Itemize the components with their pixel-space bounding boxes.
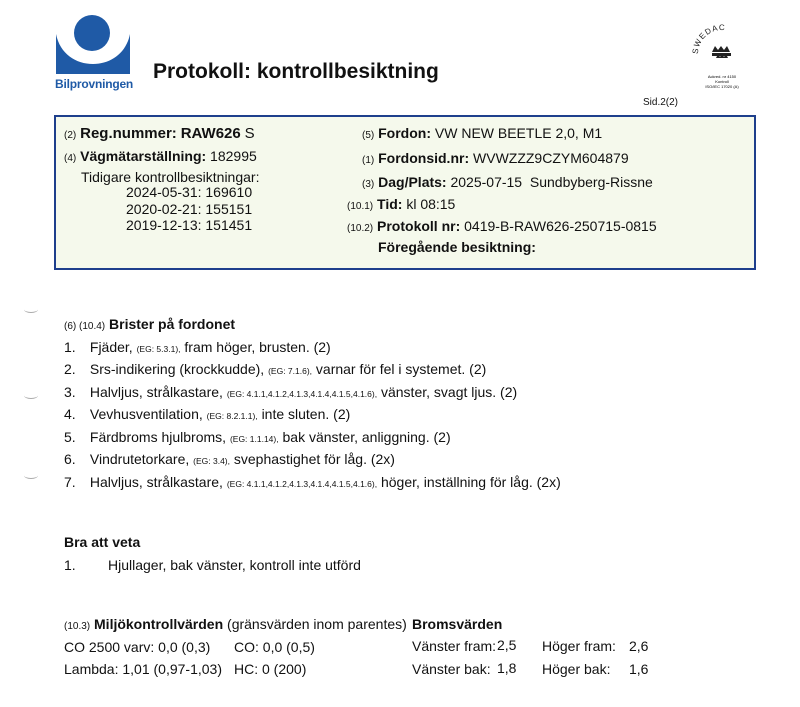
brister-title: Brister på fordonet — [109, 316, 236, 332]
reg-row — [64, 125, 255, 142]
foregaende-label: Föregående besiktning: — [378, 239, 536, 255]
miljo-heading — [64, 616, 407, 632]
miljo-num: (10.3) — [64, 621, 91, 632]
fordonsid-row — [362, 150, 629, 166]
brist-detail: vänster, svagt ljus. (2) — [380, 384, 518, 400]
brist-code: (EG: 4.1.1,4.1.2,4.1.3,4.1.4,4.1.5,4.1.6), — [226, 389, 378, 399]
dag-row — [362, 174, 653, 190]
brist-number: 4. — [64, 406, 76, 422]
fordonsid-value: WVWZZZ9CZYM604879 — [473, 150, 629, 166]
broms-vb-label: Vänster bak: — [412, 661, 491, 677]
bra-title: Bra att veta — [64, 534, 141, 550]
broms-hb-label: Höger bak: — [542, 661, 611, 677]
previous-title: Tidigare kontrollbesiktningar: — [81, 169, 260, 185]
tid-row — [347, 196, 455, 212]
miljo-subtitle: (gränsvärden inom parentes) — [227, 616, 407, 632]
broms-hf-value: 2,6 — [629, 638, 649, 654]
swedac-line-2: Kontroll — [715, 79, 729, 84]
protokoll-value: 0419-B-RAW626-250715-0815 — [464, 218, 657, 234]
broms-title: Bromsvärden — [412, 616, 503, 632]
brist-text: Halvljus, strålkastare, — [89, 384, 223, 400]
brist-code: (EG: 3.4), — [193, 456, 230, 466]
brist-text: Vindrutetorkare, — [89, 451, 190, 467]
broms-vb-value: 1,8 — [497, 660, 517, 676]
broms-hb-value: 1,6 — [629, 661, 649, 677]
brist-code: (EG: 5.3.1), — [136, 344, 181, 354]
brister-num: (6) (10.4) — [64, 321, 106, 332]
previous-3: 2019-12-13: 151451 — [126, 217, 253, 233]
brist-text: Fjäder, — [89, 339, 133, 355]
protokoll-num: (10.2) — [347, 223, 374, 234]
fordon-label: Fordon: — [378, 125, 431, 141]
fordon-value: VW NEW BEETLE 2,0, M1 — [434, 125, 603, 141]
logo-arc-icon — [56, 34, 130, 74]
brist-code: (EG: 1.1.14), — [229, 434, 279, 444]
brist-row — [64, 451, 395, 467]
brist-detail: varnar för fel i systemet. (2) — [315, 361, 487, 377]
swedac-line-1: Ackred. nr 4150 — [707, 74, 737, 79]
page-title: Protokoll: kontrollbesiktning — [153, 60, 439, 83]
page-number: Sid.2(2) — [643, 97, 679, 108]
brist-detail: fram höger, brusten. (2) — [184, 339, 331, 355]
miljo-co2500: CO 2500 varv: 0,0 (0,3) — [64, 639, 211, 655]
protokoll-label: Protokoll nr: — [377, 218, 461, 234]
broms-vf-label: Vänster fram: — [412, 638, 497, 654]
previous-1: 2024-05-31: 169610 — [126, 184, 253, 200]
brist-detail: inte sluten. (2) — [261, 406, 351, 422]
scan-mark — [24, 392, 38, 399]
scan-mark — [24, 306, 38, 313]
fordon-row — [362, 125, 602, 141]
miljo-hc: HC: 0 (200) — [234, 661, 307, 677]
brist-row — [64, 339, 331, 355]
reg-label: Reg.nummer: — [80, 125, 177, 142]
brist-code: (EG: 7.1.6), — [268, 366, 313, 376]
odo-row — [64, 148, 257, 164]
tid-num: (10.1) — [347, 201, 374, 212]
fordon-num: (5) — [362, 130, 375, 141]
fordonsid-label: Fordonsid.nr: — [378, 150, 470, 166]
protokoll-row — [347, 218, 657, 234]
odo-label: Vägmätarställning: — [80, 148, 207, 164]
bra-item-text: Hjullager, bak vänster, kontroll inte utförd — [108, 557, 361, 573]
brist-text: Srs-indikering (krockkudde), — [89, 361, 265, 377]
brist-number: 5. — [64, 429, 76, 445]
previous-2: 2020-02-21: 155151 — [126, 201, 253, 217]
dag-value: 2025-07-15 Sundbyberg-Rissne — [450, 174, 653, 190]
brist-row — [64, 384, 517, 400]
brist-row — [64, 406, 350, 422]
miljo-co: CO: 0,0 (0,5) — [234, 639, 315, 655]
broms-hf-label: Höger fram: — [542, 638, 616, 654]
swedac-line-3: ISO/IEC 17020 (A) — [705, 84, 739, 89]
scan-mark — [24, 472, 38, 479]
brist-number: 6. — [64, 451, 76, 467]
bra-item-number: 1. — [64, 557, 76, 573]
tid-label: Tid: — [377, 196, 403, 212]
brist-row — [64, 429, 451, 445]
brist-number: 2. — [64, 361, 76, 377]
brist-number: 3. — [64, 384, 76, 400]
brist-text: Halvljus, strålkastare, — [89, 474, 223, 490]
brist-row — [64, 361, 486, 377]
brist-number: 7. — [64, 474, 76, 490]
reg-value: RAW626 — [180, 125, 241, 142]
brist-text: Färdbroms hjulbroms, — [89, 429, 227, 445]
logo-text: Bilprovningen — [55, 77, 134, 91]
odo-num: (4) — [64, 153, 77, 164]
brist-text: Vevhusventilation, — [89, 406, 203, 422]
miljo-lambda: Lambda: 1,01 (0,97-1,03) — [64, 661, 222, 677]
miljo-title: Miljökontrollvärden — [94, 616, 224, 632]
brister-heading — [64, 316, 235, 332]
brist-detail: höger, inställning för låg. (2x) — [380, 474, 561, 490]
swedac-seal-icon — [690, 16, 754, 98]
svg-text:SWEDAC: SWEDAC — [690, 22, 726, 55]
broms-vf-value: 2,5 — [497, 637, 517, 653]
reg-suffix: S — [244, 125, 255, 142]
brist-detail: svephastighet för låg. (2x) — [233, 451, 395, 467]
tid-value: kl 08:15 — [406, 196, 456, 212]
dag-num: (3) — [362, 179, 375, 190]
brist-code: (EG: 4.1.1,4.1.2,4.1.3,4.1.4,4.1.5,4.1.6), — [226, 479, 378, 489]
fordonsid-num: (1) — [362, 155, 375, 166]
odo-value: 182995 — [210, 148, 257, 164]
reg-num: (2) — [64, 130, 77, 141]
brist-row — [64, 474, 561, 490]
brist-number: 1. — [64, 339, 76, 355]
brist-code: (EG: 8.2.1.1), — [206, 411, 258, 421]
brist-detail: bak vänster, anliggning. (2) — [282, 429, 451, 445]
dag-label: Dag/Plats: — [378, 174, 447, 190]
